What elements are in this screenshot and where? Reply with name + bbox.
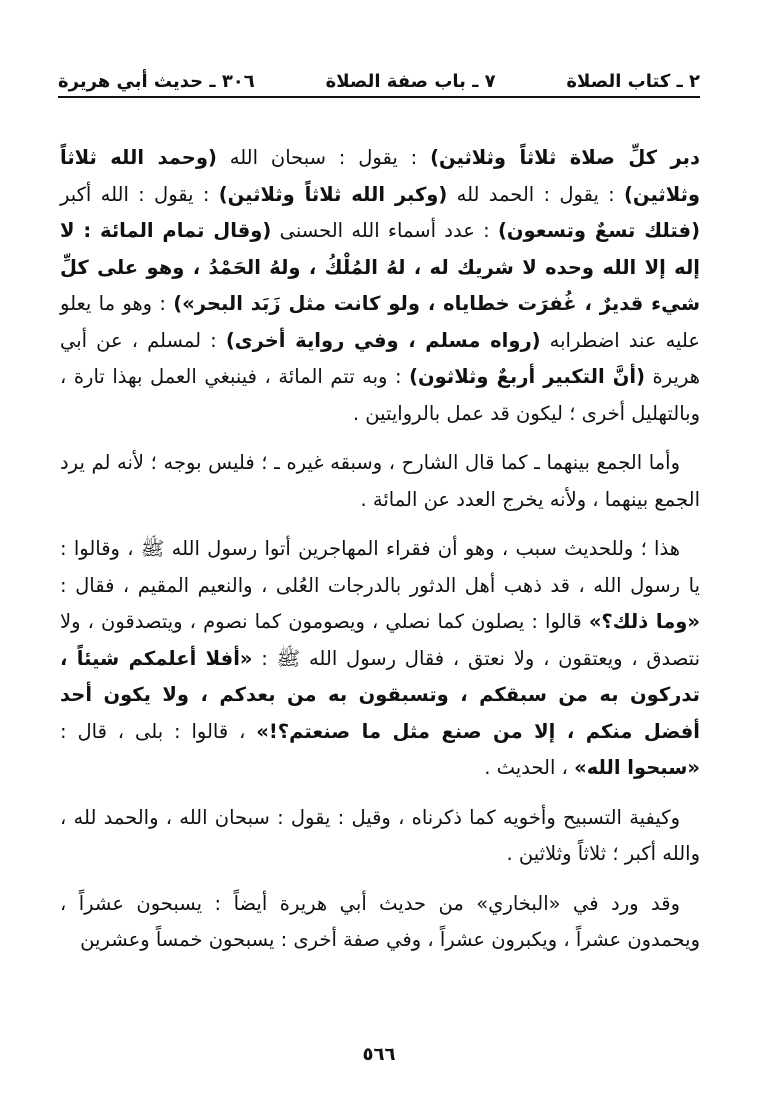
text-body: [60, 140, 700, 959]
commentary-text: : يقول : الحمد لله: [447, 182, 625, 206]
header-hadith: ٣٠٦ ـ حديث أبي هريرة: [58, 71, 255, 92]
matn-text: (رواه مسلم ، وفي رواية أخرى): [225, 328, 541, 352]
matn-text: (أنَّ التكبير أربعٌ وثلاثون): [409, 365, 645, 388]
matn-text: «سبحوا الله»: [574, 756, 700, 779]
commentary-text: هذا ؛ وللحديث سبب ، وهو أن فقراء المهاجرين أتوا رسول الله ﷺ ، وقالوا : يا رسول الله ، قد ذهب أهل الدثور بالدرجات العُلى ، والنعيم المقيم ، فقال :: [60, 537, 700, 597]
matn-text: (وحمد الله ثلاثاً وثلاثين): [60, 146, 701, 206]
header-divider: [58, 96, 700, 98]
matn-text: (وقال تمام المائة : لا إله إلا الله وحده لا شريك له ، لهُ المُلْكُ ، ولهُ الحَمْدُ ، وهو على كلِّ شيء قديرٌ ، غُفرَت خطاياه ، ولو كانت مثل زَبَد البحر»): [60, 219, 701, 315]
commentary-text: : يقول : سبحان الله: [216, 146, 431, 169]
header-section: ٧ ـ باب صفة الصلاة: [325, 71, 496, 92]
commentary-text: ، الحديث .: [484, 756, 575, 779]
commentary-text: ، قالوا : بلى ، قال :: [60, 719, 257, 743]
commentary-text: : يقول : الله أكبر: [60, 182, 219, 206]
commentary-text: : عدد أسماء الله الحسنى: [271, 219, 498, 242]
commentary-text: : لمسلم ، عن أبي هريرة: [60, 328, 700, 388]
matn-text: «أفلا أعلمكم شيئاً ، تدركون به من سبقكم ، وتسبقون به من بعدكم ، ولا يكون أحد أفضل منكم ، إلا من صنع مثل ما صنعتم؟!»: [60, 646, 700, 743]
paragraph: [60, 445, 700, 518]
matn-text: (وكبر الله ثلاثاً وثلاثين): [218, 182, 448, 206]
paragraph: [60, 886, 700, 959]
commentary-text: وقد ورد في «البخاري» من حديث أبي هريرة أيضاً : يسبحون عشراً ، ويحمدون عشراً ، ويكبرون عشراً ، وفي صفة أخرى : يسبحون خمساً وعشرين: [60, 891, 700, 951]
commentary-text: قالوا : يصلون كما نصلي ، ويصومون كما نصوم ، ويتصدقون ، ولا نتصدق ، ويعتقون ، ولا نعتق ، فقال رسول الله ﷺ :: [60, 610, 700, 670]
header-chapter: ٢ ـ كتاب الصلاة: [566, 71, 700, 92]
paragraph: [60, 531, 700, 787]
matn-text: «وما ذلك؟»: [588, 610, 700, 633]
commentary-text: وأما الجمع بينهما ـ كما قال الشارح ، وسبقه غيره ـ ؛ فليس بوجه ؛ لأنه لم يرد الجمع بينهما ، ولأنه يخرج العدد عن المائة .: [60, 451, 700, 511]
paragraph: [60, 140, 700, 432]
running-header: [58, 62, 700, 92]
commentary-text: : وبه تتم المائة ، فينبغي العمل بهذا تارة ، وبالتهليل أخرى ؛ ليكون قد عمل بالروايتين .: [60, 365, 700, 425]
commentary-text: وكيفية التسبيح وأخويه كما ذكرناه ، وقيل : يقول : سبحان الله ، والحمد لله ، والله أكبر ؛ ثلاثاً وثلاثين .: [60, 805, 700, 865]
matn-text: (فتلك تسعٌ وتسعون): [497, 219, 700, 242]
commentary-text: : وهو ما يعلو عليه عند اضطرابه: [60, 292, 701, 352]
paragraph: [60, 800, 700, 873]
page-number: ٥٦٦: [362, 1044, 396, 1065]
matn-text: دبر كلِّ صلاة ثلاثاً وثلاثين): [430, 146, 700, 169]
